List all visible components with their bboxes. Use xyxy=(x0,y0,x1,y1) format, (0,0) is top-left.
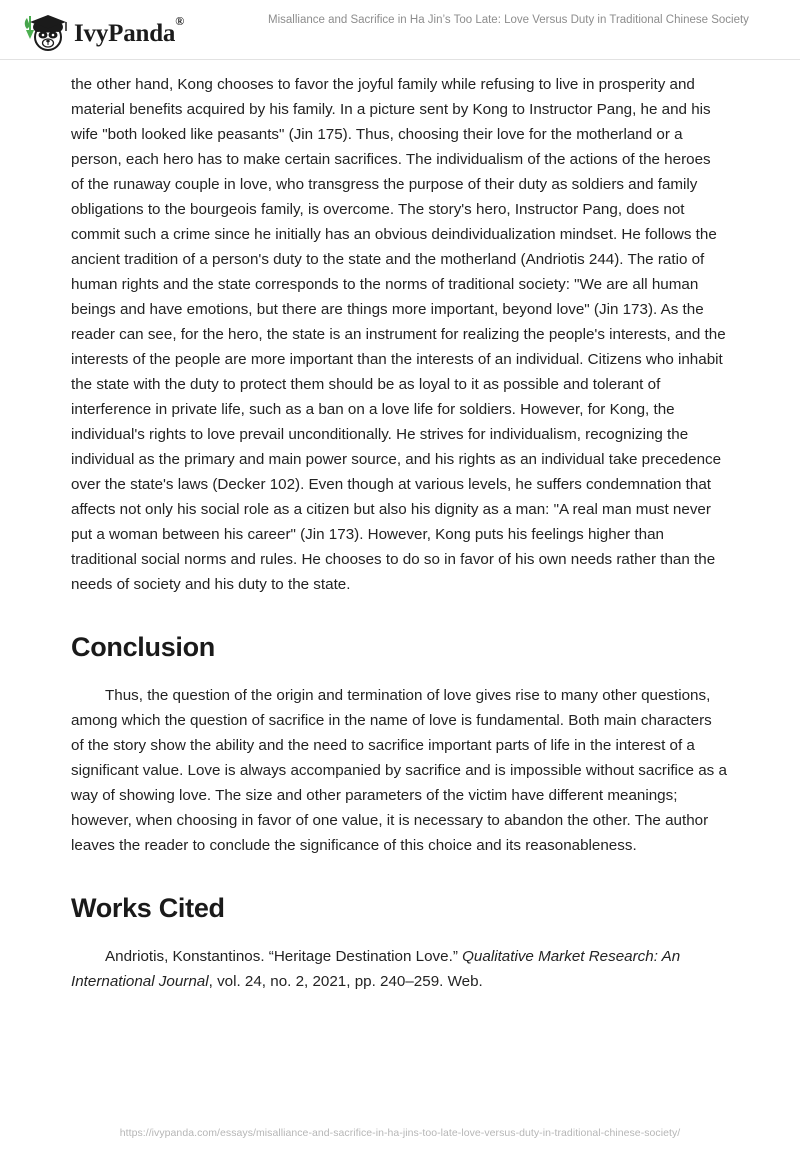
document-content xyxy=(71,72,727,994)
spacer xyxy=(71,925,727,944)
citation-publication-details: , vol. 24, no. 2, 2021, pp. 240–259. Web. xyxy=(208,973,483,990)
spacer xyxy=(71,664,727,683)
citation-article-title: “Heritage Destination Love.” xyxy=(268,948,463,965)
spacer xyxy=(71,858,727,891)
citation-entry xyxy=(71,944,727,994)
heading-works-cited: Works Cited xyxy=(71,893,225,923)
document-title-header: Misalliance and Sacrifice in Ha Jin’s Too Late: Love Versus Duty in Traditional Chinese Society xyxy=(268,14,749,26)
page-footer xyxy=(0,1114,800,1160)
registered-trademark-mark: ® xyxy=(175,14,184,29)
panda-graduation-cap-logo-icon xyxy=(18,8,70,54)
heading-conclusion: Conclusion xyxy=(71,632,215,662)
brand-name: IvyPanda® xyxy=(74,14,184,47)
citation-author: Andriotis, Konstantinos. xyxy=(105,948,269,965)
paragraph-continued: the other hand, Kong chooses to favor the joyful family while refusing to live in prosperity and material benefits acquired by his family. In a picture sent by Kong to Instructor Pang, he and his wife "both looked like peasants" (Jin 175). Thus, choosing their love for the motherland or a person, each hero has to make certain sacrifices. The individualism of the actions of the heroes of the runaway couple in love, who transgress the purpose of their duty as soldiers and family obligations to the bourgeois family, is overcome. The story's hero, Instructor Pang, does not commit such a crime since he initially has an obvious deindividualization mindset. He follows the ancient tradition of a person's duty to the state and the motherland (Andriotis 244). The ratio of human rights and the state corresponds to the norms of traditional society: "We are all human beings and have emotions, but there are things more important, beyond love" (Jin 173). As the reader can see, for the hero, the state is an instrument for realizing the people's interests, and the interests of the people are more important than the interests of an individual. Citizens who inhabit the state with the duty to protect them should be as loyal to it as possible and tolerant of interference in private life, such as a ban on a love life for soldiers. However, for Kong, the individual's rights to love prevail unconditionally. He strives for individualism, recognizing the individual as the primary and main power source, and his rights as an individual take precedence over the state's laws (Decker 102). Even though at various levels, he suffers condemnation that affects not only his social role as a citizen but also his dignity as a man: "A real man must never put a woman between his career" (Jin 173). However, Kong puts his feelings higher than traditional social norms and rules. He chooses to do so in favor of his own needs rather than the needs of society and his duty to the state. xyxy=(71,76,726,593)
spacer xyxy=(71,597,727,630)
brand-logo-link[interactable] xyxy=(18,8,184,54)
paragraph-conclusion: Thus, the question of the origin and termination of love gives rise to many other questions, among which the question of sacrifice in the name of love is fundamental. Both main characters of the story show the ability and the need to sacrifice important parts of life in the interest of a significant value. Love is always accompanied by sacrifice and is impossible without sacrifice as a way of showing love. The size and other parameters of the victim have different meanings; however, when choosing in favor of one value, it is necessary to abandon the other. The author leaves the reader to conclude the significance of this choice and its reasonableness. xyxy=(71,687,727,854)
citation-journal-title: Qualitative Market Research: An International Journal xyxy=(71,948,681,990)
footer-source-url[interactable]: https://ivypanda.com/essays/misalliance-and-sacrifice-in-ha-jins-too-late-love-versus-duty-in-traditional-chinese-society/ xyxy=(119,1127,681,1139)
page-header xyxy=(0,0,800,60)
